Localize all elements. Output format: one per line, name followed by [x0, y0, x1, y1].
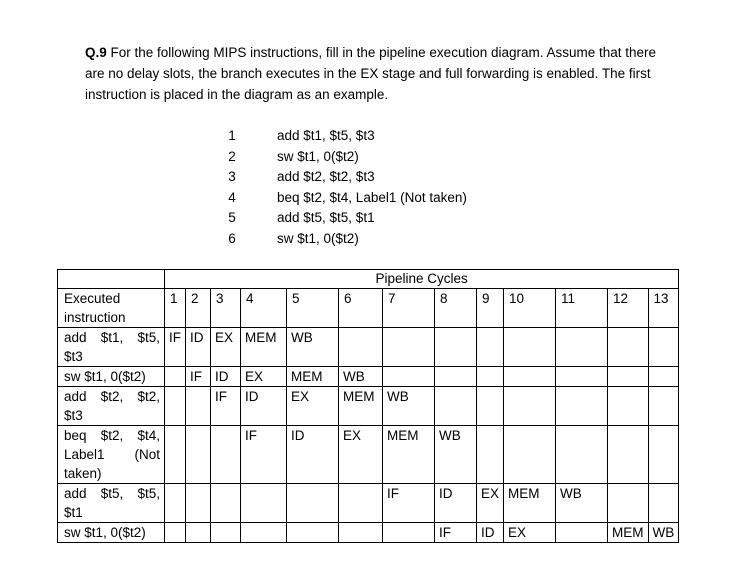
- stage-cell: [556, 523, 608, 543]
- instruction-text: beq $t2, $t4, Label1 (Not taken): [277, 189, 467, 205]
- cycle-header: 11: [556, 289, 608, 328]
- row-instruction: add $t2, $t2, $t3: [58, 387, 165, 426]
- stage-cell: [556, 426, 608, 484]
- stage-cell: [339, 484, 383, 523]
- cycle-header: 10: [504, 289, 556, 328]
- table-row: [58, 387, 679, 426]
- stage-cell: WB: [648, 523, 679, 543]
- stage-cell: [648, 426, 679, 484]
- table-header-row: [58, 289, 679, 328]
- instruction-number: 3: [228, 169, 236, 184]
- cycle-header: 13: [648, 289, 679, 328]
- stage-cell: [186, 426, 211, 484]
- stage-cell: [556, 387, 608, 426]
- stage-cell: [165, 523, 186, 543]
- stage-cell: EX: [477, 484, 504, 523]
- stage-cell: IF: [165, 328, 186, 367]
- stage-cell: [241, 523, 287, 543]
- pipeline-cycles-title: Pipeline Cycles: [165, 270, 679, 289]
- instruction-number: 1: [228, 128, 236, 143]
- cycle-header: 12: [608, 289, 649, 328]
- table-corner-cell: [58, 270, 165, 289]
- stage-cell: MEM: [504, 484, 556, 523]
- instruction-text: add $t2, $t2, $t3: [277, 169, 375, 184]
- stage-cell: IF: [186, 367, 211, 387]
- stage-cell: ID: [241, 387, 287, 426]
- question-text: [85, 42, 665, 105]
- instruction-text: sw $t1, 0($t2): [277, 230, 359, 246]
- table-row: [58, 328, 679, 367]
- row-instruction: beq $t2, $t4, Label1 (Not taken): [58, 426, 165, 484]
- stage-cell: [504, 387, 556, 426]
- stage-cell: [186, 387, 211, 426]
- table-row: [58, 367, 679, 387]
- instruction-text: add $t1, $t5, $t3: [277, 128, 375, 143]
- stage-cell: [608, 426, 649, 484]
- stage-cell: [211, 523, 241, 543]
- stage-cell: EX: [339, 426, 383, 484]
- cycle-header: 7: [383, 289, 435, 328]
- stage-cell: [186, 484, 211, 523]
- stage-cell: ID: [186, 328, 211, 367]
- row-instruction: sw $t1, 0($t2): [58, 523, 165, 543]
- stage-cell: WB: [435, 426, 477, 484]
- stage-cell: [339, 523, 383, 543]
- stage-cell: EX: [287, 387, 339, 426]
- stage-cell: [504, 367, 556, 387]
- stage-cell: MEM: [608, 523, 649, 543]
- instruction-list-item: [226, 229, 467, 250]
- stage-cell: [504, 328, 556, 367]
- instruction-number: 4: [228, 189, 236, 205]
- stage-cell: ID: [287, 426, 339, 484]
- stage-cell: [608, 484, 649, 523]
- stage-cell: [435, 328, 477, 367]
- stage-cell: [648, 387, 679, 426]
- cycle-header: 3: [211, 289, 241, 328]
- instruction-text: add $t5, $t5, $t1: [277, 210, 375, 225]
- stage-cell: WB: [556, 484, 608, 523]
- table-title-row: [58, 270, 679, 289]
- stage-cell: [435, 367, 477, 387]
- stage-cell: IF: [211, 387, 241, 426]
- stage-cell: IF: [435, 523, 477, 543]
- row-instruction: add $t1, $t5, $t3: [58, 328, 165, 367]
- instruction-list-item: [226, 147, 467, 168]
- stage-cell: [556, 328, 608, 367]
- stage-cell: [165, 367, 186, 387]
- instruction-list-item: [226, 188, 467, 209]
- stage-cell: [165, 426, 186, 484]
- table-row: [58, 484, 679, 523]
- instruction-list-item: [226, 167, 467, 188]
- instruction-number: 6: [228, 230, 236, 246]
- cycle-header: 5: [287, 289, 339, 328]
- stage-cell: WB: [287, 328, 339, 367]
- stage-cell: [477, 328, 504, 367]
- stage-cell: [211, 426, 241, 484]
- instruction-list-item: [226, 208, 467, 229]
- stage-cell: [383, 328, 435, 367]
- stage-cell: ID: [435, 484, 477, 523]
- stage-cell: IF: [241, 426, 287, 484]
- instruction-list-item: [226, 126, 467, 147]
- stage-cell: [504, 426, 556, 484]
- stage-cell: [477, 426, 504, 484]
- stage-cell: MEM: [339, 387, 383, 426]
- stage-cell: [211, 484, 241, 523]
- cycle-header: 6: [339, 289, 383, 328]
- question-number: Q.9: [85, 45, 107, 60]
- stage-cell: IF: [383, 484, 435, 523]
- stage-cell: [339, 328, 383, 367]
- stage-cell: [608, 367, 649, 387]
- instruction-number: 5: [228, 210, 236, 225]
- stage-cell: [165, 484, 186, 523]
- stage-cell: [648, 484, 679, 523]
- table-row: [58, 426, 679, 484]
- stage-cell: [241, 484, 287, 523]
- stage-cell: [186, 523, 211, 543]
- table-row: [58, 523, 679, 543]
- stage-cell: WB: [383, 387, 435, 426]
- question-body: For the following MIPS instructions, fill in the pipeline execution diagram. Assume that there are no delay slots, the branch executes in the EX stage and full forwarding is enabled. The first instruction is placed in the diagram as an example.: [85, 45, 657, 102]
- stage-cell: EX: [504, 523, 556, 543]
- stage-cell: MEM: [383, 426, 435, 484]
- stage-cell: [435, 387, 477, 426]
- stage-cell: EX: [241, 367, 287, 387]
- stage-cell: [383, 523, 435, 543]
- stage-cell: [383, 367, 435, 387]
- stage-cell: [477, 367, 504, 387]
- instruction-number: 2: [228, 148, 236, 164]
- row-instruction: add $t5, $t5, $t1: [58, 484, 165, 523]
- stage-cell: [648, 328, 679, 367]
- stage-cell: MEM: [241, 328, 287, 367]
- cycle-header: 9: [477, 289, 504, 328]
- cycle-header: 1: [165, 289, 186, 328]
- instruction-text: sw $t1, 0($t2): [277, 148, 359, 164]
- stage-cell: [287, 523, 339, 543]
- pipeline-diagram-table: [57, 269, 679, 543]
- stage-cell: EX: [211, 328, 241, 367]
- cycle-header: 4: [241, 289, 287, 328]
- stage-cell: [287, 484, 339, 523]
- executed-instruction-header: Executed instruction: [58, 289, 165, 328]
- stage-cell: [556, 367, 608, 387]
- stage-cell: ID: [477, 523, 504, 543]
- cycle-header: 2: [186, 289, 211, 328]
- stage-cell: [477, 387, 504, 426]
- stage-cell: [165, 387, 186, 426]
- stage-cell: MEM: [287, 367, 339, 387]
- cycle-header: 8: [435, 289, 477, 328]
- stage-cell: [608, 328, 649, 367]
- row-instruction: sw $t1, 0($t2): [58, 367, 165, 387]
- stage-cell: ID: [211, 367, 241, 387]
- stage-cell: WB: [339, 367, 383, 387]
- stage-cell: [608, 387, 649, 426]
- instruction-list: [226, 126, 467, 249]
- stage-cell: [648, 367, 679, 387]
